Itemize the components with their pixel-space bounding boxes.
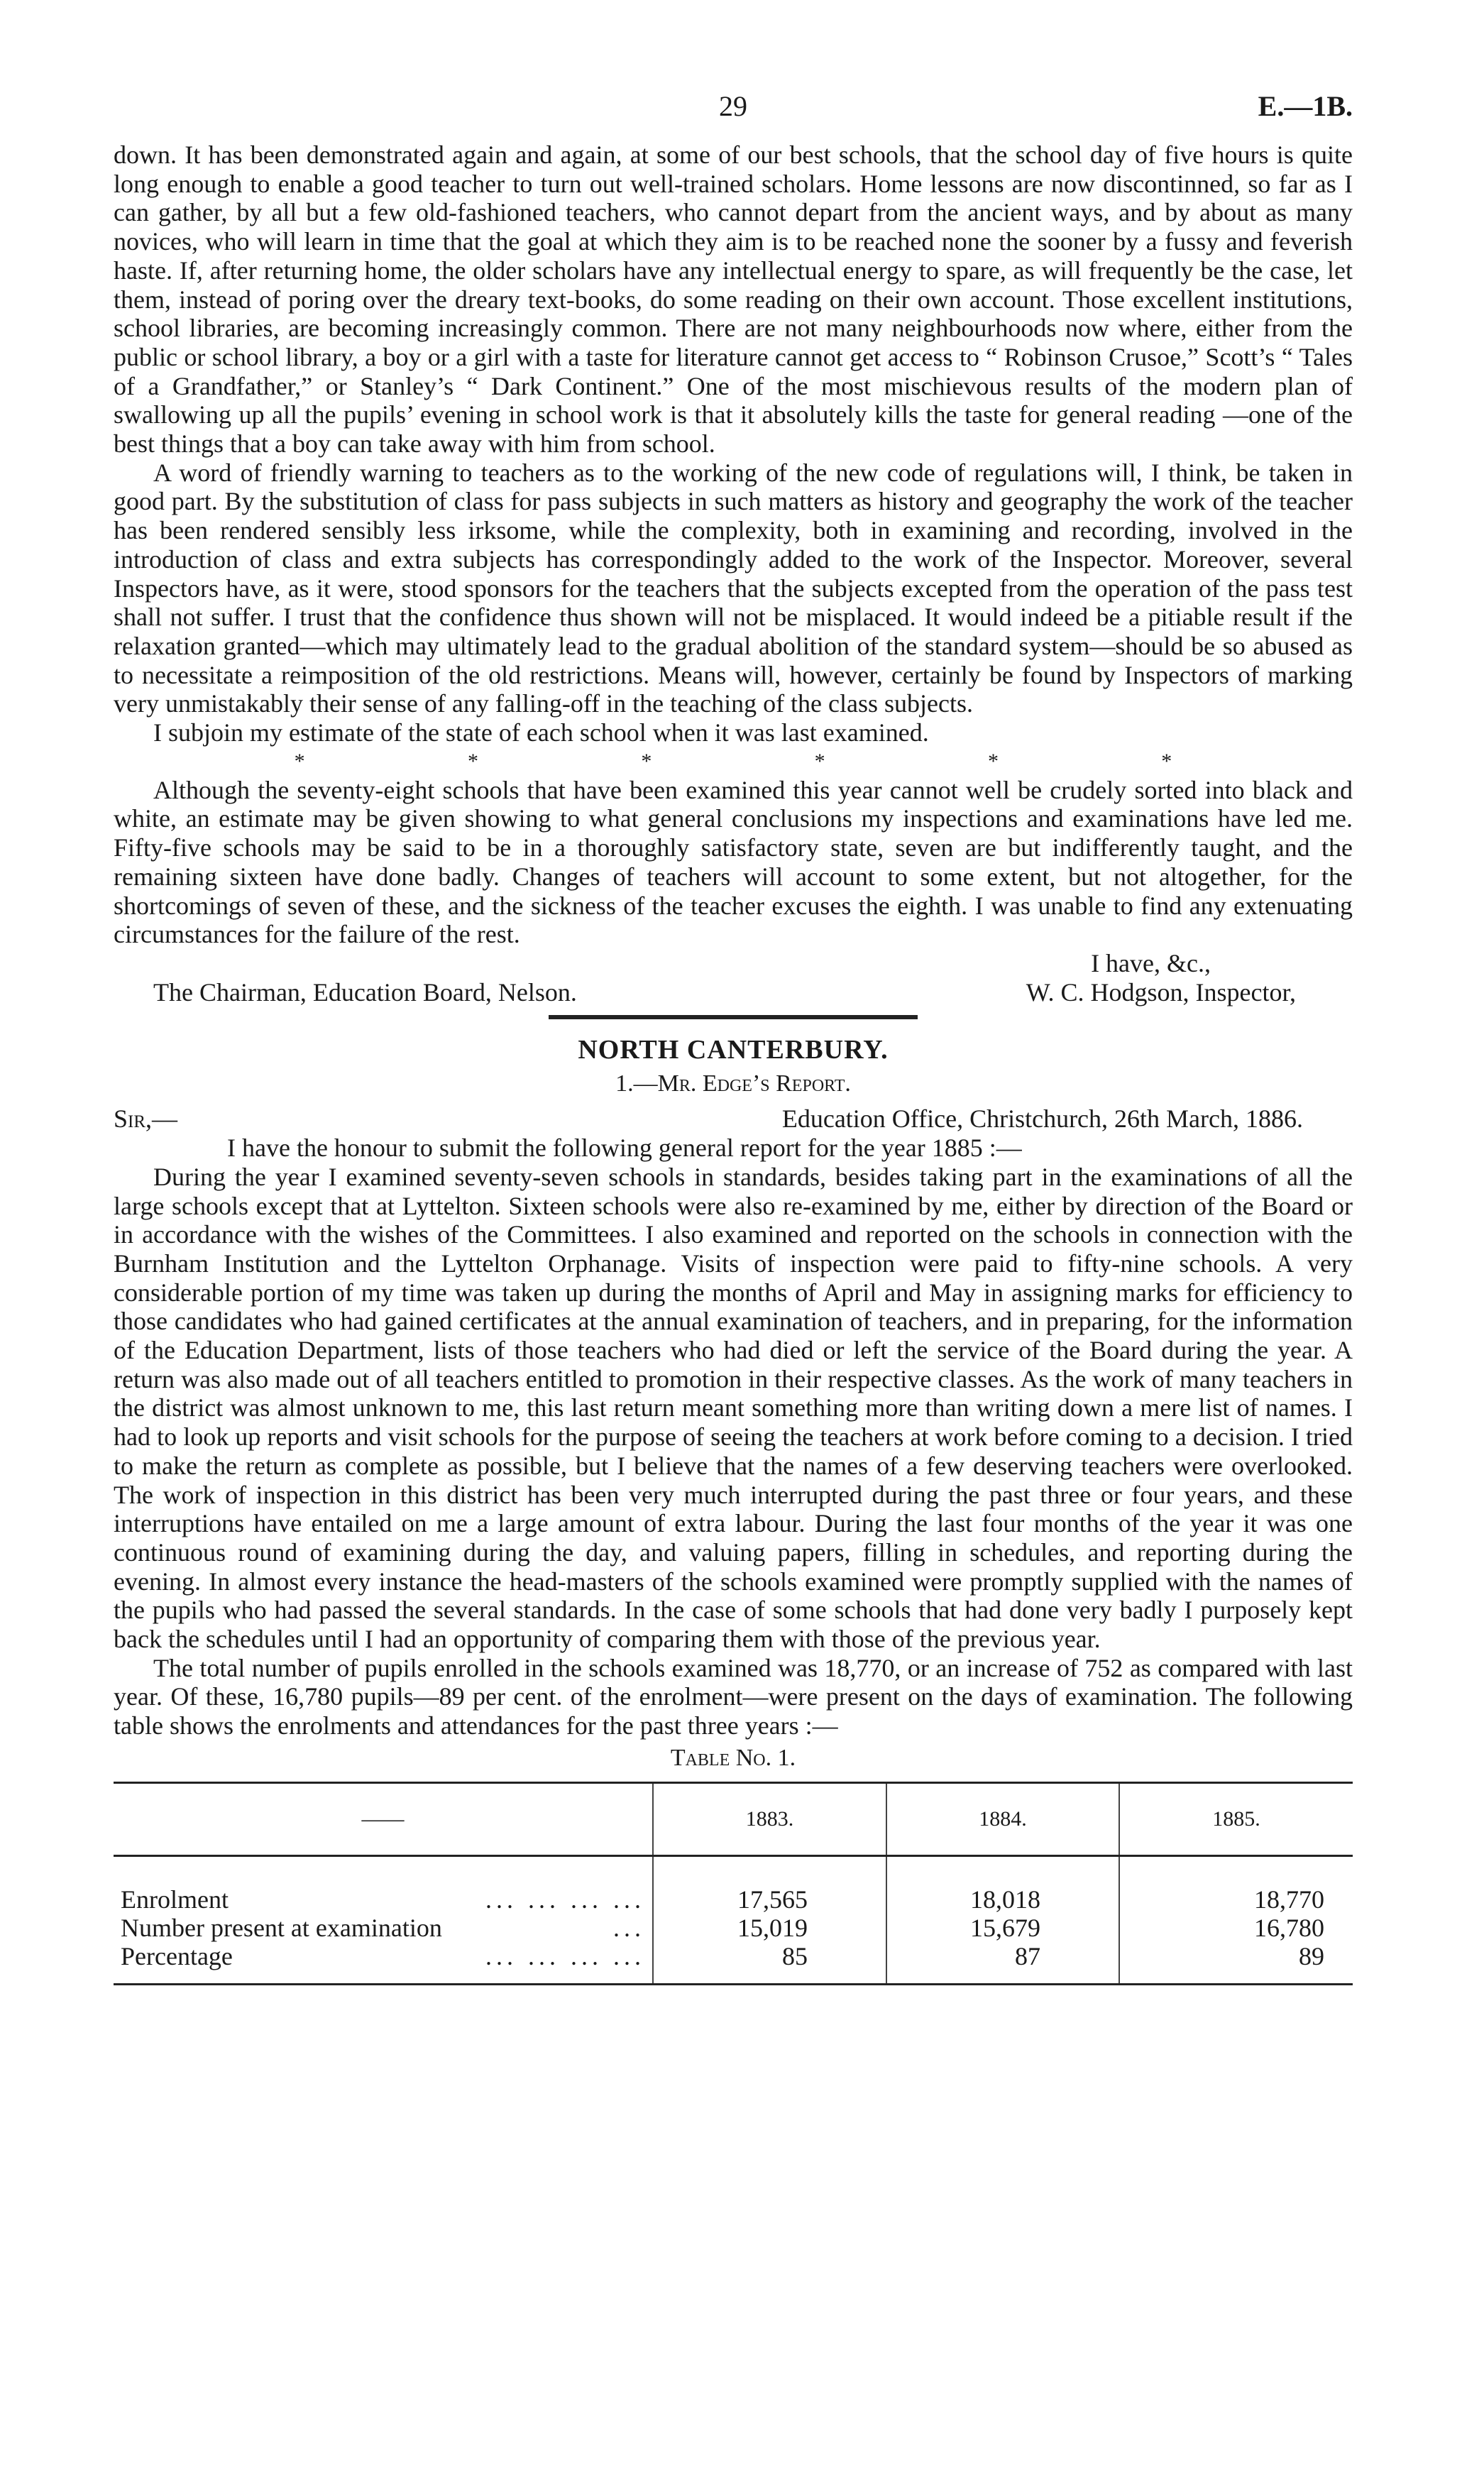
star: * (1161, 749, 1172, 773)
document-page (114, 84, 1353, 1985)
section-subtitle: 1.—Mr. Edge’s Report. (615, 1070, 851, 1097)
table-row (114, 1942, 1353, 1985)
column-header: 1885. (1119, 1782, 1353, 1855)
row-leader: ... ... ... ... (485, 1941, 645, 1970)
page-reference: E.—1B. (1258, 90, 1353, 122)
table-cell: 17,565 (653, 1855, 886, 1914)
paragraph-examinations: During the year I examined seventy-seven schools in standards, besides taking part in the examinations of all the large schools except that at Lyttelton. Sixteen schools were also re-examined by me, either by direction of the Board or in accordance with the wishes of the Committees. I also examined and reported on the schools in connection with the Burnham Institution and the Lyttelton Orphanage. Visits of inspection were paid to fifty-nine schools. A very considerable portion of my time was taken up during the months of April and May in assigning marks for efficiency to those candidates who had gained certificates at the annual examination of teachers, and in preparing, for the information of the Education Department, lists of those teachers who had died or left the service of the Board during the year. A return was also made out of all teachers entitled to promotion in their respective classes. As the work of many teachers in the district was almost unknown to me, this last return meant something more than writing down a mere list of names. I had to look up reports and visit schools for the purpose of seeing the teachers at work before coming to a decision. I tried to make the return as complete as possible, but I believe that the names of a few deserving teachers were overlooked. The work of inspection in this district has been very much interrupted during the past three or four years, and these interruptions have entailed on me a large amount of extra labour. During the last four months of the year it was one continuous round of examining during the day, and valuing papers, filling in schedules, and reporting during the evening. In almost every instance the head-masters of the schools examined were promptly supplied with the names of the pupils who had passed the several standards. In the case of some schools that had done very badly I purposely kept back the schedules until I had an opportunity of comparing them with those of the previous year. (114, 1162, 1353, 1654)
salutation: Sir,— (114, 1104, 178, 1134)
row-label: Enrolment (121, 1885, 229, 1914)
paragraph-estimate: Although the seventy-eight schools that have been examined this year cannot well be crudely sorted into black and white, an estimate may be given showing to what general conclusions my inspections and examinations have led me. Fifty-five schools may be said to be in a thoroughly satisfactory state, seven are but indifferently taught, and the remaining sixteen have done badly. Changes of teachers will account to some extent, but not altogether, for the shortcomings of seven of these, and the sickness of the teacher excuses the eighth. I was unable to find any extenuating circumstances for the failure of the rest. (114, 775, 1353, 949)
table-cell: 87 (886, 1942, 1119, 1985)
closing-row-2 (114, 978, 1353, 1007)
row-label-cell (114, 1855, 653, 1914)
table-cell: 89 (1119, 1942, 1353, 1985)
table-row (114, 1914, 1353, 1942)
addressee: The Chairman, Education Board, Nelson. (153, 977, 577, 1007)
paragraph-subjoin: I subjoin my estimate of the state of each school when it was last examined. (153, 718, 929, 747)
table-title: Table No. 1. (670, 1744, 796, 1771)
table-cell: 16,780 (1119, 1914, 1353, 1942)
paragraph-warning: A word of friendly warning to teachers as to the working of the new code of regulations will, I think, be taken in good part. By the substitution of class for pass subjects in such matters as history and geography the work of the teacher has been rendered sensibly less irksome, while the complexity, both in examining and recording, involved in the introduction of class and extra subjects has correspondingly added to the work of the Inspector. Moreover, several Inspectors have, as it were, stood sponsors for the teachers that the subjects excepted from the operation of the pass test shall not suffer. I trust that the confidence thus shown will not be misplaced. It would indeed be a pitiable result if the relaxation granted—which may ultimately lead to the gradual abolition of the standard system—should be so abused as to necessitate a reimposition of the old restrictions. Means will, however, certainly be found by Inspectors of marking very unmistakably their sense of any falling-off in the teaching of the class subjects. (114, 458, 1353, 718)
column-header: 1883. (653, 1782, 886, 1855)
table-header-row (114, 1782, 1353, 1855)
section-divider (549, 1015, 918, 1019)
page-header (114, 84, 1353, 141)
row-label-cell (114, 1942, 653, 1985)
column-header: —— (114, 1782, 653, 1855)
table-cell: 18,018 (886, 1855, 1119, 1914)
table-cell: 85 (653, 1942, 886, 1985)
table-cell: 15,019 (653, 1914, 886, 1942)
row-label: Number present at examination (121, 1913, 442, 1942)
star: * (814, 749, 825, 773)
section-title: NORTH CANTERBURY. (578, 1035, 889, 1065)
table-cell: 18,770 (1119, 1855, 1353, 1914)
star: * (294, 749, 305, 773)
page-number: 29 (719, 90, 747, 122)
star: * (987, 749, 999, 773)
star: * (641, 749, 652, 773)
closing-phrase: I have, &c., (1091, 948, 1211, 977)
intro-line: I have the honour to submit the following general report for the year 1885 :— (227, 1134, 1022, 1163)
row-label: Percentage (121, 1941, 233, 1970)
signature: W. C. Hodgson, Inspector, (1026, 977, 1296, 1007)
enrolment-table (114, 1782, 1353, 1985)
row-label-cell (114, 1914, 653, 1942)
paragraph-enrolment: The total number of pupils enrolled in the schools examined was 18,770, or an increase of 752 as compared with last year. Of these, 16,780 pupils—89 per cent. of the enrolment—were present on the days of examination. The following table shows the enrolments and attendances for the past three years :— (114, 1653, 1353, 1740)
closing-left-1 (114, 949, 153, 978)
row-leader: ... ... ... ... (485, 1885, 645, 1914)
letter-heading (114, 1104, 1353, 1134)
place-date: Education Office, Christchurch, 26th March, 1886. (781, 1104, 1303, 1134)
closing-row-1 (114, 949, 1353, 978)
table-cell: 15,679 (886, 1914, 1119, 1942)
paragraph-continuation: down. It has been demonstrated again and again, at some of our best schools, that the school day of five hours is quite long enough to enable a good teacher to turn out well-trained scholars. Home lessons are now discontinned, so far as I can gather, by all but a few old-fashioned teachers, who cannot depart from the ancient ways, and by about as many novices, who will learn in time that the goal at which they aim is to be reached none the sooner by a fussy and feverish haste. If, after returning home, the older scholars have any intellectual energy to spare, as will frequently be the case, let them, instead of poring over the dreary text-books, do some reading on their own account. Those excellent institutions, school libraries, are becoming increasingly common. There are not many neighbourhoods now where, either from the public or school library, a boy or a girl with a taste for literature cannot get access to “ Robinson Crusoe,” Scott’s “ Tales of a Grandfather,” or Stanley’s “ Dark Continent.” One of the most mischievous results of the modern plan of swallowing up all the pupils’ evening in school work is that it absolutely kills the taste for general reading —one of the best things that a boy can take away with him from school. (114, 141, 1353, 459)
column-header: 1884. (886, 1782, 1119, 1855)
row-leader: ... (613, 1913, 645, 1942)
omission-stars (114, 747, 1353, 776)
star: * (467, 749, 478, 773)
table-row (114, 1855, 1353, 1914)
